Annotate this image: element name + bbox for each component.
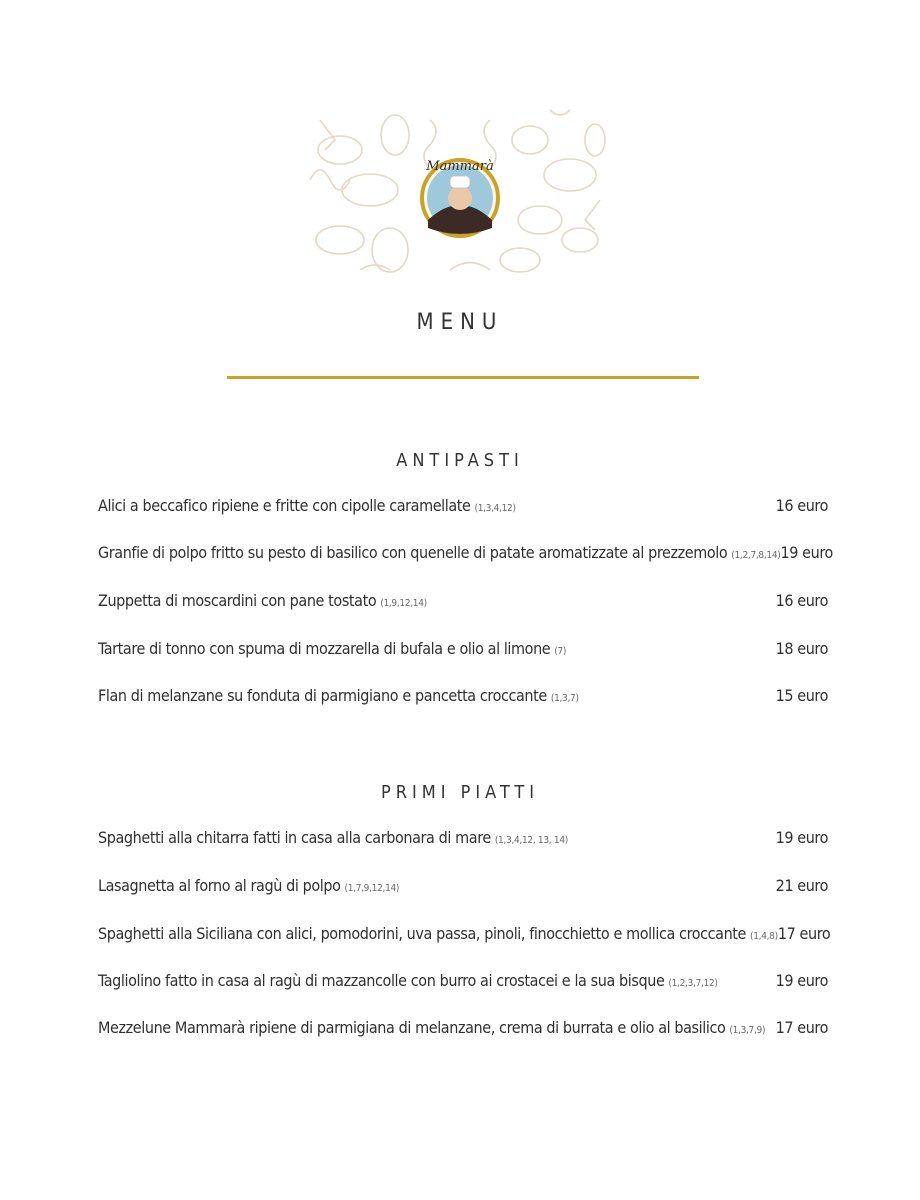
menu-item	[98, 543, 833, 569]
dish-allergens: (1,7,9,12,14)	[344, 883, 400, 894]
dish-name: Spaghetti alla chitarra fatti in casa alla carbonara di mare	[98, 828, 491, 847]
svg-text:Mammarà: Mammarà	[426, 159, 494, 174]
menu-item	[98, 876, 828, 902]
dish-name: Lasagnetta al forno al ragù di polpo	[98, 876, 341, 895]
dish-price: 16 euro	[775, 591, 828, 610]
section-title-primi-piatti: PRIMI PIATTI	[380, 782, 540, 803]
dish-allergens: (1,3,7)	[550, 693, 579, 704]
dish-name: Tagliolino fatto in casa al ragù di mazzancolle con burro ai crostacei e la sua bisque	[98, 971, 665, 990]
menu-item	[98, 591, 828, 617]
dish-allergens: (1,9,12,14)	[380, 598, 427, 609]
dish-allergens: (1,3,4,12, 13, 14)	[494, 835, 568, 846]
dish-name: Alici a beccafico ripiene e fritte con cipolle caramellate	[98, 496, 471, 515]
dish-price: 19 euro	[775, 971, 828, 990]
dish-name: Zuppetta di moscardini con pane tostato	[98, 591, 377, 610]
dish-price: 16 euro	[775, 496, 828, 515]
menu-item	[98, 924, 831, 950]
dish-price: 19 euro	[780, 543, 833, 562]
dish-price: 19 euro	[775, 828, 828, 847]
menu-item	[98, 971, 828, 997]
title-divider	[227, 376, 699, 379]
dish-price: 21 euro	[775, 876, 828, 895]
dish-allergens: (1,3,4,12)	[474, 503, 516, 514]
dish-allergens: (1,4,8)	[750, 931, 778, 942]
dish-price: 18 euro	[775, 639, 828, 658]
dish-name: Granfie di polpo fritto su pesto di basilico con quenelle di patate aromatizzate al prezzemolo	[98, 543, 728, 562]
dish-price: 17 euro	[777, 924, 831, 943]
dish-allergens: (1,3,7,9)	[729, 1025, 766, 1036]
dish-price: 15 euro	[775, 686, 828, 705]
dish-name: Tartare di tonno con spuma di mozzarella di bufala e olio al limone	[98, 639, 551, 658]
menu-item	[98, 639, 828, 665]
dish-name: Flan di melanzane su fonduta di parmigiano e pancetta croccante	[98, 686, 547, 705]
page-title: MENU	[416, 310, 504, 335]
menu-item	[98, 828, 828, 854]
dish-allergens: (1,2,7,8,14)	[731, 550, 781, 561]
dish-name: Spaghetti alla Siciliana con alici, pomodorini, uva passa, pinoli, finocchietto e mollica croccante	[98, 924, 747, 943]
seafood-illustration-icon	[300, 100, 620, 290]
menu-item	[98, 1018, 828, 1044]
dish-price: 17 euro	[775, 1018, 828, 1037]
section-title-antipasti: ANTIPASTI	[396, 450, 524, 471]
dish-name: Mezzelune Mammarà ripiene di parmigiana di melanzane, crema di burrata e olio al basilico	[98, 1018, 726, 1037]
restaurant-logo	[300, 100, 620, 290]
menu-item	[98, 496, 828, 522]
dish-allergens: (1,2,3,7,12)	[668, 978, 718, 989]
dish-allergens: (7)	[554, 646, 567, 657]
menu-item	[98, 686, 828, 712]
